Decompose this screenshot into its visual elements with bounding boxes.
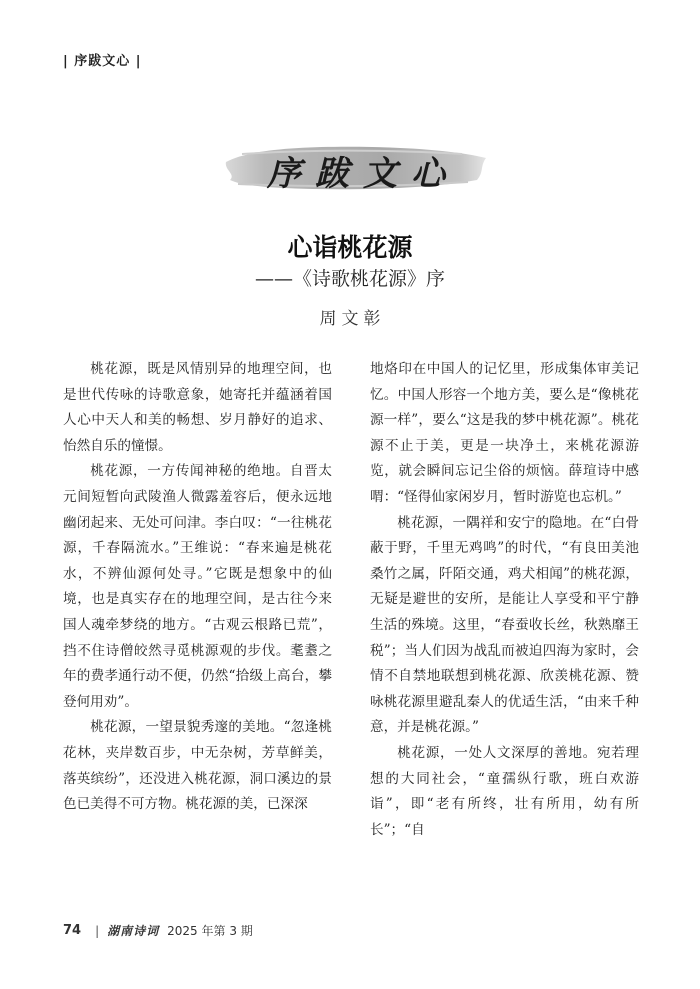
article-title: 心诣桃花源: [287, 233, 413, 262]
page-number: 74: [63, 923, 82, 938]
left-column: [63, 357, 332, 818]
section-tag: | 序跋文心 |: [63, 54, 142, 69]
paragraph: 桃花源，一隅祥和安宁的隐地。在“白骨蔽于野，千里无鸡鸣”的时代，“有良田美池桑竹之属，阡陌交通，鸡犬相闻”的桃花源，无疑是避世的安所，是能让人享受和平宁静生活的殊境。这里，“春蚕收长丝，秋熟靡王税”；当人们因为战乱而被迫四海为家时，会情不自禁地联想到桃花源、欣羡桃花源、赞咏桃花源里避乱秦人的优适生活，“由来千种意，并是桃花源。”: [370, 514, 639, 736]
article-author: 周文彰: [319, 309, 386, 329]
issue-label: 2025 年第 3 期: [167, 924, 253, 938]
paragraph: 桃花源，一望景貌秀邃的美地。“忽逢桃花林，夹岸数百步，中无杂树，芳草鲜美，落英缤纷”，还没进入桃花源，洞口溪边的景色已美得不可方物。桃花源的美，已深深: [63, 719, 332, 813]
banner-title: 序跋文心: [267, 154, 459, 194]
right-column: [370, 357, 639, 843]
section-banner: [222, 140, 490, 196]
footer-separator: |: [95, 923, 100, 938]
paragraph: 桃花源，一方传闻神秘的绝地。自晋太元间短暂向武陵渔人微露羞容后，便永远地幽闭起来、无处可问津。李白叹：“一往桃花源，千春隔流水。”王维说：“春来遍是桃花水，不辨仙源何处寻。”它既是想象中的仙境，也是真实存在的地理空间，是古往今来国人魂牵梦绕的地方。“古观云根路已荒”，挡不住诗僧皎然寻觅桃源观的步伐。耄耋之年的费孝通行动不便，仍然“拾级上高台，攀登何用劝”。: [63, 463, 332, 710]
magazine-logo: 湖南诗词: [107, 924, 160, 938]
paragraph: 地烙印在中国人的记忆里，形成集体审美记忆。中国人形容一个地方美，要么是“像桃花源一样”，要么“这是我的梦中桃花源”。桃花源不止于美，更是一块净土，来桃花源游览，就会瞬间忘记尘俗的烦恼。薛瑄诗中感喟：“怪得仙家闲岁月，暂时游览也忘机。”: [370, 361, 639, 505]
page-footer: [63, 922, 253, 939]
paragraph: 桃花源，一处人文深厚的善地。宛若理想的大同社会，“童孺纵行歌，班白欢游诣”，即“老有所终，壮有所用，幼有所长”；“自: [370, 744, 639, 838]
paragraph: 桃花源，既是风情别异的地理空间，也是世代传咏的诗歌意象，她寄托并蕴涵着国人心中天人和美的畅想、岁月静好的追求、怡然自乐的憧憬。: [63, 361, 332, 454]
article-subtitle: ——《诗歌桃花源》序: [254, 268, 445, 290]
